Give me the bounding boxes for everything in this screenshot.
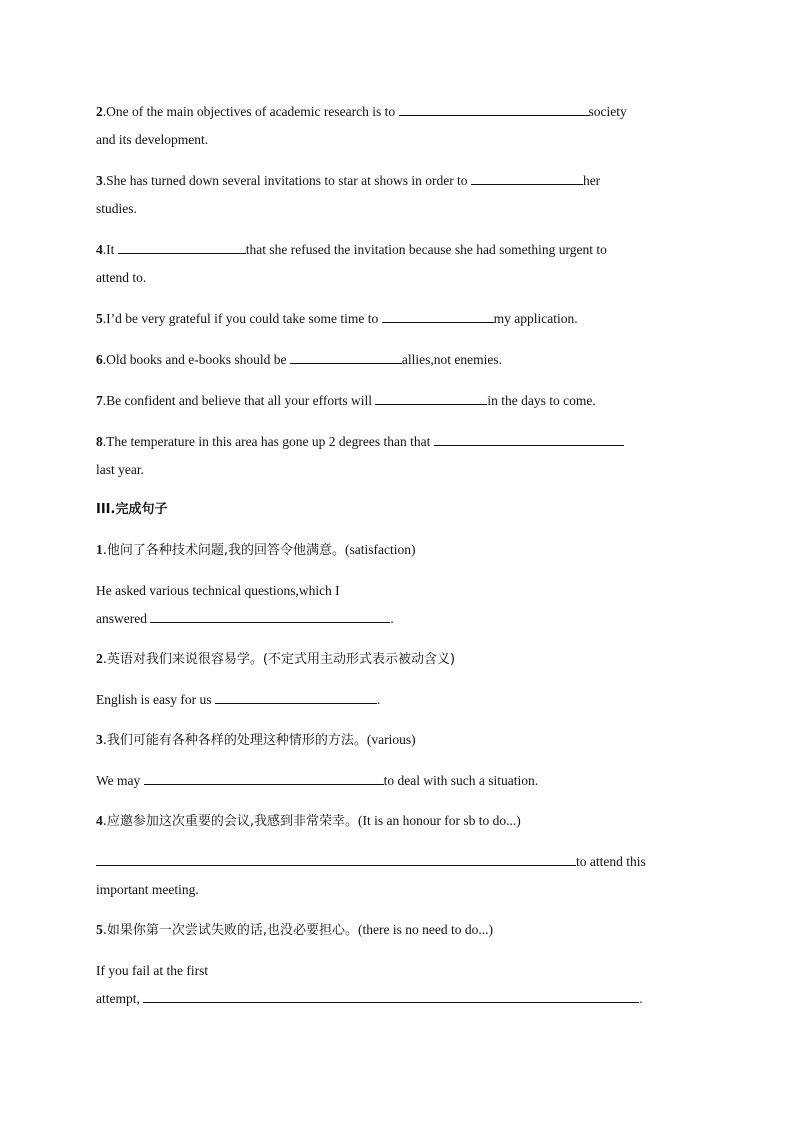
item-text-after: my application. bbox=[493, 311, 578, 326]
item-text: .She has turned down several invitations to star at shows in order to bbox=[102, 173, 471, 188]
chinese-sentence: .如果你第一次尝试失败的话,也没必要担心。 bbox=[102, 923, 359, 938]
english-text: answered bbox=[96, 611, 151, 626]
sentence-3-prompt bbox=[96, 726, 690, 755]
item-number: 5 bbox=[96, 922, 103, 937]
answer-blank[interactable] bbox=[290, 349, 402, 364]
fill-item-8 bbox=[96, 428, 690, 484]
item-text-after: that she refused the invitation because she had something urgent to bbox=[245, 242, 607, 257]
hint: (不定式用主动形式表示被动含义) bbox=[262, 652, 456, 667]
item-number: 4 bbox=[96, 813, 103, 828]
answer-blank[interactable] bbox=[118, 239, 246, 254]
answer-blank[interactable] bbox=[375, 390, 487, 405]
item-number: 4 bbox=[96, 242, 103, 257]
answer-blank[interactable] bbox=[434, 431, 624, 446]
item-continuation: and its development. bbox=[96, 132, 209, 147]
answer-blank[interactable] bbox=[399, 101, 589, 116]
item-text-after: in the days to come. bbox=[487, 393, 596, 408]
item-text-after: society bbox=[588, 104, 627, 119]
sentence-4-answer bbox=[96, 848, 690, 904]
english-text: English is easy for us bbox=[96, 692, 215, 707]
english-text: He asked various technical questions,which I bbox=[96, 583, 340, 598]
answer-blank[interactable] bbox=[96, 851, 576, 866]
fill-item-4 bbox=[96, 236, 690, 292]
english-text-after: . bbox=[376, 692, 381, 707]
chinese-sentence: .他问了各种技术问题,我的回答令他满意。 bbox=[102, 543, 346, 558]
sentence-1-prompt bbox=[96, 536, 690, 565]
item-continuation: attend to. bbox=[96, 270, 147, 285]
english-text-after: to deal with such a situation. bbox=[383, 773, 539, 788]
fill-item-5 bbox=[96, 305, 690, 333]
chinese-sentence: .我们可能有各种各样的处理这种情形的方法。 bbox=[102, 733, 367, 748]
item-number: 3 bbox=[96, 732, 103, 747]
fill-item-7 bbox=[96, 387, 690, 415]
worksheet-content bbox=[96, 98, 690, 1013]
sentence-3-answer bbox=[96, 767, 690, 795]
hint: (satisfaction) bbox=[345, 542, 416, 557]
item-continuation: last year. bbox=[96, 462, 144, 477]
fill-item-6 bbox=[96, 346, 690, 374]
fill-item-3 bbox=[96, 167, 690, 223]
item-text-after: allies,not enemies. bbox=[401, 352, 502, 367]
answer-blank[interactable] bbox=[471, 170, 583, 185]
item-number: 7 bbox=[96, 393, 103, 408]
answer-blank[interactable] bbox=[144, 770, 384, 785]
chinese-sentence: .英语对我们来说很容易学。 bbox=[102, 652, 263, 667]
english-text: important meeting. bbox=[96, 882, 199, 897]
sentence-5-prompt bbox=[96, 916, 690, 945]
item-text: .It bbox=[102, 242, 118, 257]
item-number: 2 bbox=[96, 651, 103, 666]
english-text: We may bbox=[96, 773, 144, 788]
english-text: If you fail at the first bbox=[96, 963, 209, 978]
item-number: 5 bbox=[96, 311, 103, 326]
hint: (there is no need to do...) bbox=[358, 922, 493, 937]
hint: (It is an honour for sb to do...) bbox=[358, 813, 521, 828]
item-text: .Old books and e-books should be bbox=[102, 352, 290, 367]
english-text-after: to attend this bbox=[576, 854, 646, 869]
chinese-sentence: .应邀参加这次重要的会议,我感到非常荣幸。 bbox=[102, 814, 359, 829]
answer-blank[interactable] bbox=[382, 308, 494, 323]
item-number: 3 bbox=[96, 173, 103, 188]
item-text: .The temperature in this area has gone up 2 degrees than that bbox=[102, 434, 434, 449]
answer-blank[interactable] bbox=[143, 988, 639, 1003]
sentence-1-answer bbox=[96, 577, 690, 633]
item-text: .I’d be very grateful if you could take some time to bbox=[102, 311, 382, 326]
answer-blank[interactable] bbox=[215, 689, 377, 704]
item-text-after: her bbox=[582, 173, 601, 188]
english-text: attempt, bbox=[96, 991, 144, 1006]
sentence-2-prompt bbox=[96, 645, 690, 674]
section-title: III.完成句子 bbox=[96, 502, 168, 517]
english-text-after: . bbox=[390, 611, 394, 626]
item-number: 8 bbox=[96, 434, 103, 449]
english-text-after: . bbox=[639, 991, 643, 1006]
item-number: 1 bbox=[96, 542, 103, 557]
sentence-4-prompt bbox=[96, 807, 690, 836]
item-text: .Be confident and believe that all your efforts will bbox=[102, 393, 376, 408]
item-text: .One of the main objectives of academic research is to bbox=[102, 104, 399, 119]
sentence-2-answer bbox=[96, 686, 690, 714]
sentence-5-answer bbox=[96, 957, 690, 1013]
fill-item-2 bbox=[96, 98, 690, 154]
item-number: 2 bbox=[96, 104, 103, 119]
item-number: 6 bbox=[96, 352, 103, 367]
item-continuation: studies. bbox=[96, 201, 137, 216]
answer-blank[interactable] bbox=[150, 608, 390, 623]
hint: (various) bbox=[366, 732, 416, 747]
